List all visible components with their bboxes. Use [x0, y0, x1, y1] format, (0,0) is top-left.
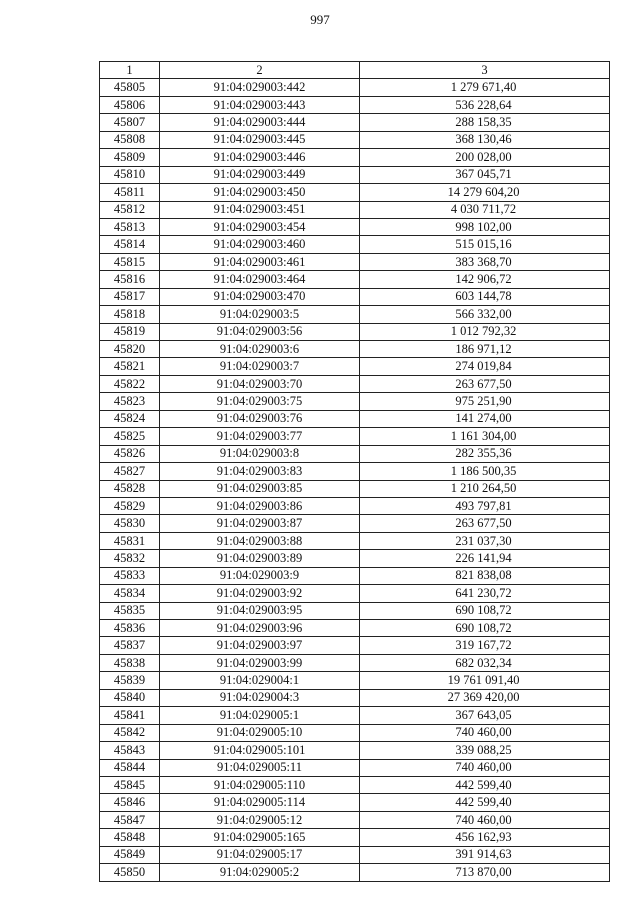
table-row [100, 149, 610, 166]
value-cell: 821 838,08 [360, 567, 610, 584]
row-number-cell: 45849 [100, 846, 160, 863]
row-number-cell: 45846 [100, 794, 160, 811]
value-cell: 1 161 304,00 [360, 428, 610, 445]
table-row [100, 654, 610, 671]
value-cell: 200 028,00 [360, 149, 610, 166]
table-row [100, 96, 610, 113]
cadastral-number-cell: 91:04:029003:86 [160, 497, 360, 514]
table-row [100, 166, 610, 183]
table-row [100, 306, 610, 323]
value-cell: 690 108,72 [360, 620, 610, 637]
value-cell: 263 677,50 [360, 375, 610, 392]
value-cell: 339 088,25 [360, 742, 610, 759]
table-row [100, 707, 610, 724]
value-cell: 536 228,64 [360, 96, 610, 113]
row-number-cell: 45826 [100, 445, 160, 462]
cadastral-number-cell: 91:04:029003:87 [160, 515, 360, 532]
cadastral-number-cell: 91:04:029004:3 [160, 689, 360, 706]
cadastral-number-cell: 91:04:029003:450 [160, 184, 360, 201]
value-cell: 263 677,50 [360, 515, 610, 532]
value-cell: 231 037,30 [360, 532, 610, 549]
cadastral-number-cell: 91:04:029005:101 [160, 742, 360, 759]
table-row [100, 829, 610, 846]
cadastral-number-cell: 91:04:029003:446 [160, 149, 360, 166]
table-row [100, 358, 610, 375]
row-number-cell: 45822 [100, 375, 160, 392]
table-row [100, 620, 610, 637]
value-cell: 515 015,16 [360, 236, 610, 253]
cadastral-number-cell: 91:04:029003:83 [160, 463, 360, 480]
value-cell: 442 599,40 [360, 776, 610, 793]
row-number-cell: 45815 [100, 253, 160, 270]
cadastral-number-cell: 91:04:029003:7 [160, 358, 360, 375]
table-row [100, 79, 610, 96]
row-number-cell: 45811 [100, 184, 160, 201]
cadastral-number-cell: 91:04:029003:442 [160, 79, 360, 96]
table-row [100, 201, 610, 218]
row-number-cell: 45812 [100, 201, 160, 218]
cadastral-number-cell: 91:04:029005:2 [160, 864, 360, 881]
value-cell: 14 279 604,20 [360, 184, 610, 201]
table-row [100, 550, 610, 567]
row-number-cell: 45829 [100, 497, 160, 514]
cadastral-number-cell: 91:04:029003:92 [160, 585, 360, 602]
cadastral-number-cell: 91:04:029003:99 [160, 654, 360, 671]
column-header-2: 2 [160, 62, 360, 79]
cadastral-number-cell: 91:04:029005:1 [160, 707, 360, 724]
cadastral-number-cell: 91:04:029005:12 [160, 811, 360, 828]
table-row [100, 515, 610, 532]
row-number-cell: 45823 [100, 393, 160, 410]
value-cell: 282 355,36 [360, 445, 610, 462]
row-number-cell: 45847 [100, 811, 160, 828]
cadastral-number-cell: 91:04:029003:8 [160, 445, 360, 462]
row-number-cell: 45824 [100, 410, 160, 427]
row-number-cell: 45821 [100, 358, 160, 375]
value-cell: 383 368,70 [360, 253, 610, 270]
table-row [100, 532, 610, 549]
cadastral-number-cell: 91:04:029003:77 [160, 428, 360, 445]
cadastral-number-cell: 91:04:029004:1 [160, 672, 360, 689]
row-number-cell: 45809 [100, 149, 160, 166]
table-row [100, 271, 610, 288]
table-row [100, 585, 610, 602]
value-cell: 4 030 711,72 [360, 201, 610, 218]
row-number-cell: 45835 [100, 602, 160, 619]
table-row [100, 864, 610, 881]
cadastral-number-cell: 91:04:029005:17 [160, 846, 360, 863]
column-header-1: 1 [100, 62, 160, 79]
row-number-cell: 45836 [100, 620, 160, 637]
row-number-cell: 45817 [100, 288, 160, 305]
value-cell: 682 032,34 [360, 654, 610, 671]
value-cell: 391 914,63 [360, 846, 610, 863]
cadastral-number-cell: 91:04:029003:444 [160, 114, 360, 131]
table-row [100, 637, 610, 654]
row-number-cell: 45843 [100, 742, 160, 759]
table-row [100, 846, 610, 863]
table-row [100, 253, 610, 270]
table-row [100, 480, 610, 497]
cadastral-number-cell: 91:04:029003:75 [160, 393, 360, 410]
cadastral-number-cell: 91:04:029003:96 [160, 620, 360, 637]
row-number-cell: 45838 [100, 654, 160, 671]
cadastral-number-cell: 91:04:029003:97 [160, 637, 360, 654]
value-cell: 566 332,00 [360, 306, 610, 323]
cadastral-number-cell: 91:04:029003:70 [160, 375, 360, 392]
row-number-cell: 45808 [100, 131, 160, 148]
table-row [100, 759, 610, 776]
cadastral-number-cell: 91:04:029003:461 [160, 253, 360, 270]
cadastral-number-cell: 91:04:029005:114 [160, 794, 360, 811]
cadastral-number-cell: 91:04:029003:464 [160, 271, 360, 288]
cadastral-number-cell: 91:04:029003:6 [160, 341, 360, 358]
value-cell: 690 108,72 [360, 602, 610, 619]
row-number-cell: 45830 [100, 515, 160, 532]
row-number-cell: 45844 [100, 759, 160, 776]
value-cell: 456 162,93 [360, 829, 610, 846]
row-number-cell: 45805 [100, 79, 160, 96]
table-row [100, 602, 610, 619]
cadastral-number-cell: 91:04:029003:451 [160, 201, 360, 218]
row-number-cell: 45842 [100, 724, 160, 741]
value-cell: 493 797,81 [360, 497, 610, 514]
cadastral-number-cell: 91:04:029003:85 [160, 480, 360, 497]
cadastral-number-cell: 91:04:029003:470 [160, 288, 360, 305]
row-number-cell: 45807 [100, 114, 160, 131]
row-number-cell: 45841 [100, 707, 160, 724]
row-number-cell: 45831 [100, 532, 160, 549]
value-cell: 19 761 091,40 [360, 672, 610, 689]
row-number-cell: 45837 [100, 637, 160, 654]
cadastral-number-cell: 91:04:029005:11 [160, 759, 360, 776]
cadastral-number-cell: 91:04:029005:110 [160, 776, 360, 793]
value-cell: 603 144,78 [360, 288, 610, 305]
table-row [100, 428, 610, 445]
value-cell: 442 599,40 [360, 794, 610, 811]
cadastral-number-cell: 91:04:029003:449 [160, 166, 360, 183]
value-cell: 367 045,71 [360, 166, 610, 183]
table-row [100, 114, 610, 131]
table-row [100, 131, 610, 148]
value-cell: 274 019,84 [360, 358, 610, 375]
table-row [100, 689, 610, 706]
cadastral-number-cell: 91:04:029005:165 [160, 829, 360, 846]
table-row [100, 410, 610, 427]
table-row [100, 724, 610, 741]
table-body [100, 79, 610, 881]
row-number-cell: 45848 [100, 829, 160, 846]
registry-table [99, 61, 610, 882]
value-cell: 641 230,72 [360, 585, 610, 602]
cadastral-number-cell: 91:04:029003:445 [160, 131, 360, 148]
table-row [100, 341, 610, 358]
value-cell: 740 460,00 [360, 759, 610, 776]
table-row [100, 463, 610, 480]
cadastral-number-cell: 91:04:029003:443 [160, 96, 360, 113]
table-row [100, 218, 610, 235]
table-row [100, 742, 610, 759]
row-number-cell: 45832 [100, 550, 160, 567]
column-header-3: 3 [360, 62, 610, 79]
value-cell: 740 460,00 [360, 811, 610, 828]
row-number-cell: 45806 [100, 96, 160, 113]
cadastral-number-cell: 91:04:029003:56 [160, 323, 360, 340]
row-number-cell: 45820 [100, 341, 160, 358]
value-cell: 186 971,12 [360, 341, 610, 358]
row-number-cell: 45810 [100, 166, 160, 183]
value-cell: 1 279 671,40 [360, 79, 610, 96]
row-number-cell: 45825 [100, 428, 160, 445]
value-cell: 226 141,94 [360, 550, 610, 567]
page-number: 997 [310, 12, 330, 27]
table-row [100, 794, 610, 811]
table-row [100, 567, 610, 584]
value-cell: 998 102,00 [360, 218, 610, 235]
row-number-cell: 45834 [100, 585, 160, 602]
value-cell: 1 186 500,35 [360, 463, 610, 480]
value-cell: 713 870,00 [360, 864, 610, 881]
value-cell: 975 251,90 [360, 393, 610, 410]
value-cell: 1 210 264,50 [360, 480, 610, 497]
table-row [100, 811, 610, 828]
cadastral-number-cell: 91:04:029003:9 [160, 567, 360, 584]
row-number-cell: 45840 [100, 689, 160, 706]
table-header-row [100, 62, 610, 79]
cadastral-number-cell: 91:04:029003:89 [160, 550, 360, 567]
value-cell: 367 643,05 [360, 707, 610, 724]
value-cell: 27 369 420,00 [360, 689, 610, 706]
cadastral-number-cell: 91:04:029005:10 [160, 724, 360, 741]
value-cell: 319 167,72 [360, 637, 610, 654]
table-row [100, 776, 610, 793]
cadastral-number-cell: 91:04:029003:454 [160, 218, 360, 235]
table-row [100, 323, 610, 340]
cadastral-number-cell: 91:04:029003:460 [160, 236, 360, 253]
cadastral-number-cell: 91:04:029003:95 [160, 602, 360, 619]
table-row [100, 375, 610, 392]
value-cell: 740 460,00 [360, 724, 610, 741]
table-row [100, 184, 610, 201]
table-row [100, 236, 610, 253]
row-number-cell: 45845 [100, 776, 160, 793]
value-cell: 368 130,46 [360, 131, 610, 148]
row-number-cell: 45850 [100, 864, 160, 881]
cadastral-number-cell: 91:04:029003:88 [160, 532, 360, 549]
value-cell: 142 906,72 [360, 271, 610, 288]
table-row [100, 497, 610, 514]
row-number-cell: 45819 [100, 323, 160, 340]
value-cell: 141 274,00 [360, 410, 610, 427]
row-number-cell: 45828 [100, 480, 160, 497]
value-cell: 288 158,35 [360, 114, 610, 131]
row-number-cell: 45816 [100, 271, 160, 288]
table-row [100, 672, 610, 689]
row-number-cell: 45827 [100, 463, 160, 480]
row-number-cell: 45839 [100, 672, 160, 689]
cadastral-number-cell: 91:04:029003:76 [160, 410, 360, 427]
table-row [100, 288, 610, 305]
row-number-cell: 45818 [100, 306, 160, 323]
cadastral-number-cell: 91:04:029003:5 [160, 306, 360, 323]
table-row [100, 393, 610, 410]
value-cell: 1 012 792,32 [360, 323, 610, 340]
table-row [100, 445, 610, 462]
row-number-cell: 45833 [100, 567, 160, 584]
row-number-cell: 45813 [100, 218, 160, 235]
row-number-cell: 45814 [100, 236, 160, 253]
